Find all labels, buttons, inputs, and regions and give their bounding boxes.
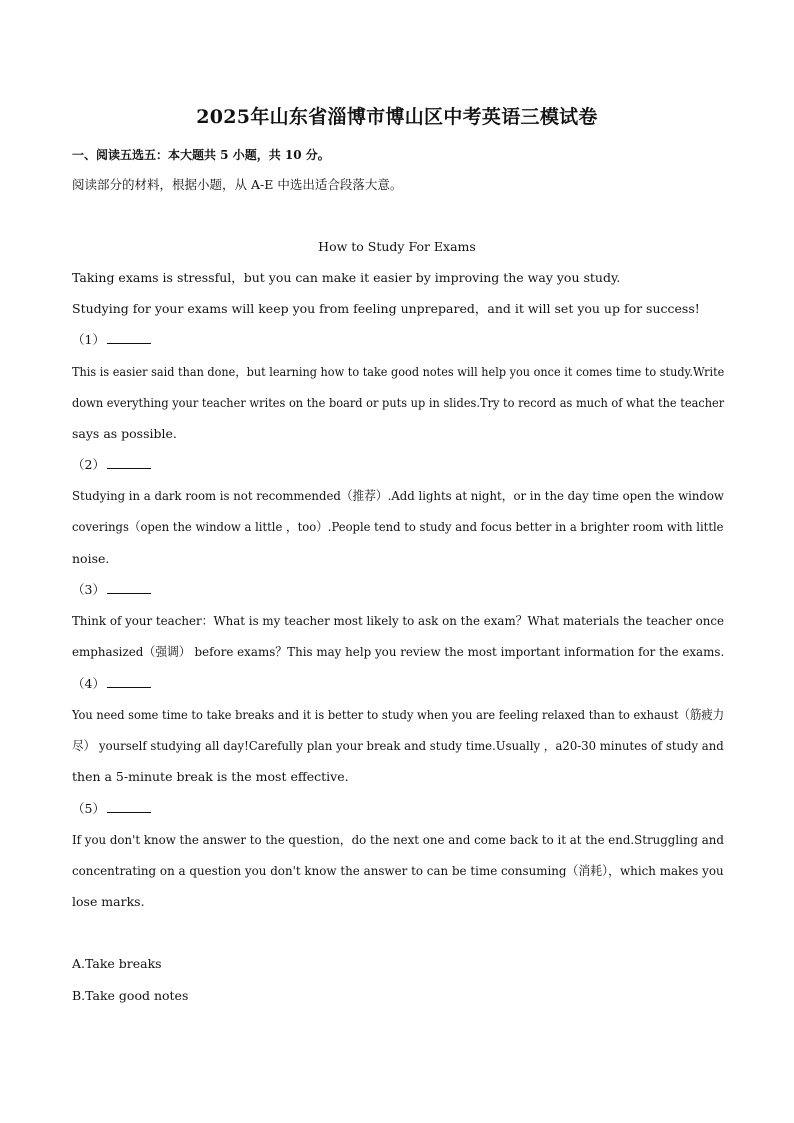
- paragraph-line: emphasized（强调） before exams？This may help you review the most important information for the exams.: [72, 644, 725, 659]
- question-number: （2）: [72, 457, 105, 472]
- paragraph-line: Think of your teacher：What is my teacher most likely to ask on the exam？What materials the teacher once: [72, 613, 724, 628]
- intro-line: Studying for your exams will keep you from feeling unprepared，and it will set you up for success!: [72, 301, 700, 316]
- paragraph-line: coverings（open the window a little ，too）.People tend to study and focus better in a brighter room with little: [72, 519, 724, 534]
- paragraph-line: This is easier said than done，but learning how to take good notes will help you once it comes time to study.Write: [72, 364, 725, 379]
- page-title: 2025年山东省淄博市博山区中考英语三模试卷: [196, 106, 598, 128]
- paragraph-line: lose marks.: [72, 894, 145, 909]
- option-a: A.Take breaks: [72, 956, 162, 971]
- paragraph-line: says as possible.: [72, 426, 177, 441]
- paragraph-line: concentrating on a question you don't know the answer to can be time consuming（消耗），which makes you: [72, 863, 724, 878]
- question-3-label: [72, 581, 151, 599]
- question-number: （1）: [72, 332, 105, 347]
- paragraph-line: down everything your teacher writes on the board or puts up in slides.Try to record as much of what the teacher: [72, 395, 725, 410]
- section-heading: 一、阅读五选五：本大题共 5 小题，共 10 分。: [72, 148, 330, 162]
- paragraph-line: noise.: [72, 551, 110, 566]
- question-number: （4）: [72, 676, 105, 691]
- question-number: （3）: [72, 582, 105, 597]
- answer-blank: [107, 456, 151, 469]
- section-instruction: 阅读部分的材料，根据小题，从 A-E 中选出适合段落大意。: [72, 177, 403, 192]
- option-b: B.Take good notes: [72, 988, 189, 1003]
- question-number: （5）: [72, 801, 105, 816]
- answer-blank: [107, 675, 151, 688]
- question-4-label: [72, 675, 151, 693]
- paragraph-line: Studying in a dark room is not recommended（推荐）.Add lights at night，or in the day time open the window: [72, 488, 724, 503]
- paragraph-line: then a 5-minute break is the most effective.: [72, 769, 349, 784]
- question-5-label: [72, 800, 151, 818]
- paragraph-line: You need some time to take breaks and it is better to study when you are feeling relaxed than to exhaust（筋疲力: [72, 707, 725, 722]
- answer-blank: [107, 331, 151, 344]
- paragraph-line: 尽） yourself studying all day!Carefully plan your break and study time.Usually ，a20-30 minutes of study and: [72, 738, 724, 753]
- passage-title: How to Study For Exams: [318, 239, 476, 254]
- question-1-label: [72, 331, 151, 349]
- intro-line: Taking exams is stressful，but you can make it easier by improving the way you study.: [72, 270, 621, 285]
- paragraph-line: If you don't know the answer to the question，do the next one and come back to it at the end.Struggling and: [72, 832, 724, 847]
- question-2-label: [72, 456, 151, 474]
- answer-blank: [107, 581, 151, 594]
- answer-blank: [107, 800, 151, 813]
